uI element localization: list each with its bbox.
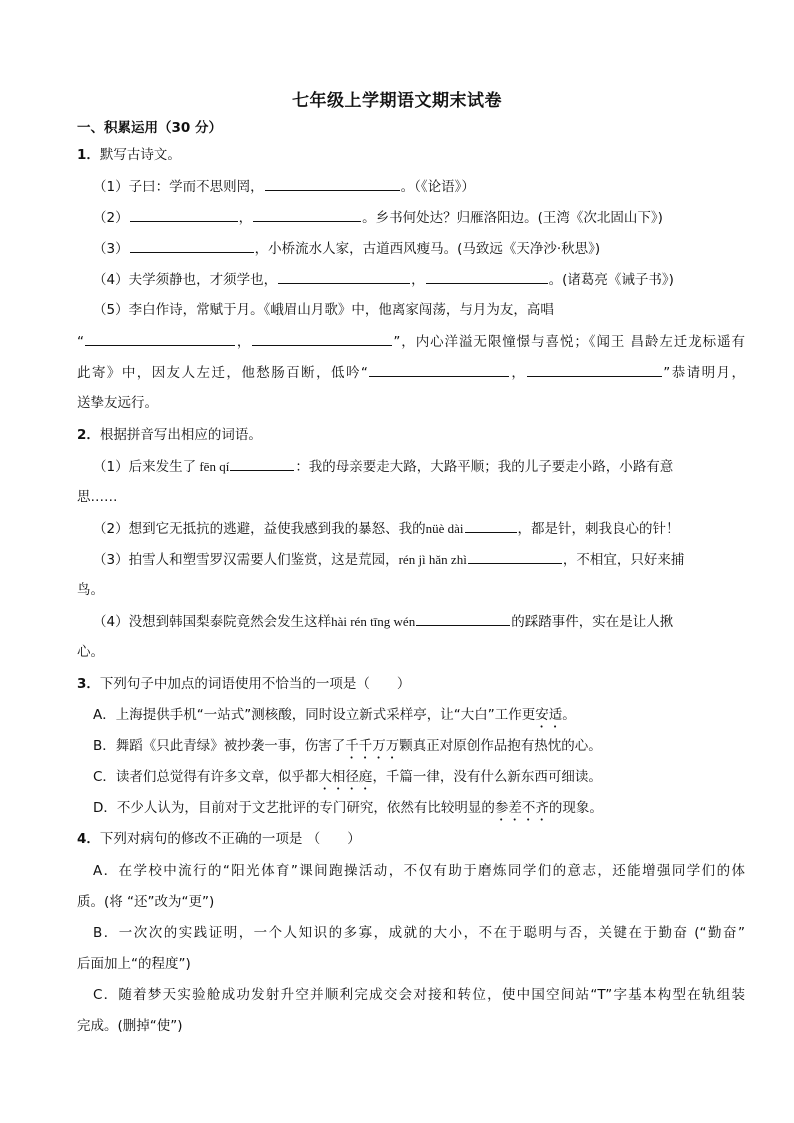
q2-item-4-line-2: 心。 bbox=[77, 644, 104, 660]
answer-blank[interactable] bbox=[468, 549, 562, 564]
q1-item-5-line-4: 送挚友远行。 bbox=[77, 395, 158, 411]
item-text: （3） bbox=[93, 241, 129, 257]
question-number: 3． bbox=[77, 676, 100, 692]
q1-item-5-line-3 bbox=[77, 362, 745, 383]
answer-blank[interactable] bbox=[265, 176, 400, 191]
answer-blank[interactable] bbox=[416, 611, 510, 626]
dotted-word: 参差不齐 bbox=[494, 800, 549, 816]
question-4-stem bbox=[77, 829, 794, 849]
q4-option-a[interactable]: A．在学校中流行的“阳光体育”课间跑操活动，不仅有助于磨炼同学们的意志，还能增强同学们的体 bbox=[93, 863, 745, 879]
item-text: ， bbox=[509, 365, 527, 381]
item-text: 。乡书何处达？归雁洛阳边。(王湾《次北固山下》) bbox=[362, 210, 663, 226]
item-text: （1）子曰：学而不思则罔， bbox=[93, 179, 264, 195]
item-text: ，小桥流水人家，古道西风瘦马。(马致远《天净沙·秋思》) bbox=[254, 241, 601, 257]
item-text: ”恭请明月， bbox=[663, 365, 746, 381]
answer-blank[interactable] bbox=[527, 362, 662, 377]
q1-item-5: （5）李白作诗，常赋于月。《峨眉山月歌》中，他离家闯荡，与月为友，高唱 bbox=[93, 302, 554, 318]
option-text: 的现象。 bbox=[548, 800, 603, 816]
section-heading: 一、积累运用（30 分） bbox=[77, 120, 222, 136]
dotted-word: 千千万万 bbox=[345, 738, 400, 754]
question-number: 4． bbox=[77, 831, 100, 847]
item-text: 。（《论语》） bbox=[400, 179, 475, 195]
answer-blank[interactable] bbox=[369, 362, 509, 377]
question-text: 默写古诗文。 bbox=[99, 147, 181, 163]
answer-blank[interactable] bbox=[130, 238, 254, 253]
option-text: C．读者们总觉得有许多文章，似乎都 bbox=[93, 769, 319, 785]
q4-option-b-line-2: 后面加上“的程度”) bbox=[77, 956, 191, 972]
q2-item-3-line-2: 鸟。 bbox=[77, 582, 104, 598]
q1-item-4 bbox=[93, 269, 794, 290]
q1-item-1 bbox=[93, 176, 794, 197]
pinyin-text: hài rén tīng wén bbox=[331, 614, 416, 629]
q3-option-b[interactable] bbox=[93, 736, 794, 762]
option-text: 颗真正对原创作品抱有热忱的心。 bbox=[399, 738, 602, 754]
option-text: 。 bbox=[562, 707, 576, 723]
answer-blank[interactable] bbox=[253, 207, 361, 222]
item-text: ， bbox=[236, 334, 252, 350]
pinyin-text: nüè dài bbox=[425, 521, 464, 536]
question-1-stem bbox=[77, 145, 794, 165]
item-text: 此寄》中，因友人左迁，他愁肠百断，低吟“ bbox=[77, 365, 368, 381]
item-text: （2）想到它无抵抗的逃避，益使我感到我的暴怒、我的 bbox=[93, 521, 426, 537]
q3-option-c[interactable] bbox=[93, 767, 794, 793]
q4-option-c-line-2: 完成。(删掉“使”) bbox=[77, 1018, 183, 1034]
item-text: （1）后来发生了 bbox=[93, 459, 197, 475]
question-text: 下列对病句的修改不正确的一项是 （ ） bbox=[99, 831, 361, 847]
item-text: ， bbox=[411, 272, 425, 288]
option-text: ，千篇一律，没有什么新东西可细读。 bbox=[372, 769, 602, 785]
item-text: （3）拍雪人和塑雪罗汉需要人们鉴赏，这是荒园， bbox=[93, 552, 399, 568]
q3-option-a[interactable] bbox=[93, 705, 794, 731]
answer-blank[interactable] bbox=[130, 207, 238, 222]
q4-option-a-line-2: 质。(将 “还”改为“更”) bbox=[77, 894, 215, 910]
q3-option-d[interactable] bbox=[93, 798, 794, 824]
question-text: 根据拼音写出相应的词语。 bbox=[99, 427, 262, 443]
q2-item-3 bbox=[93, 549, 794, 570]
q1-item-5-line-2 bbox=[77, 331, 745, 352]
item-text: ”，内心洋溢无限憧憬与喜悦；《闻王 昌龄左迁龙标遥有 bbox=[393, 334, 745, 350]
item-text: （2） bbox=[93, 210, 129, 226]
answer-blank[interactable] bbox=[426, 269, 548, 284]
answer-blank[interactable] bbox=[465, 518, 517, 533]
q1-item-2 bbox=[93, 207, 794, 228]
item-text: ，不相宜，只好来捕 bbox=[562, 552, 685, 568]
dotted-word: 安适 bbox=[535, 707, 563, 723]
question-3-stem bbox=[77, 674, 794, 694]
q1-item-3 bbox=[93, 238, 794, 259]
question-number: 1． bbox=[77, 147, 100, 163]
q2-item-4 bbox=[93, 611, 794, 632]
q2-item-2 bbox=[93, 518, 794, 539]
answer-blank[interactable] bbox=[230, 456, 294, 471]
q2-item-1-line-2: 思…… bbox=[77, 489, 118, 505]
question-2-stem bbox=[77, 425, 794, 445]
q4-option-c[interactable]: C．随着梦天实验舱成功发射升空并顺利完成交会对接和转位，使中国空间站“T”字基本构型在轨组装 bbox=[93, 987, 745, 1003]
question-text: 下列句子中加点的词语使用不恰当的一项是（ ） bbox=[99, 676, 411, 692]
answer-blank[interactable] bbox=[252, 331, 392, 346]
option-text: B．舞蹈《只此青绿》被抄袭一事，伤害了 bbox=[93, 738, 346, 754]
answer-blank[interactable] bbox=[85, 331, 235, 346]
q4-option-b[interactable]: B．一次次的实践证明，一个人知识的多寡，成就的大小，不在于聪明与否，关键在于勤奋 (“勤奋” bbox=[93, 925, 745, 941]
question-number: 2． bbox=[77, 427, 100, 443]
item-text: ：我的母亲要走大路，大路平顺；我的儿子要走小路，小路有意 bbox=[295, 459, 674, 475]
option-text: A．上海提供手机“一站式”测核酸，同时设立新式采样亭，让“大白”工作更 bbox=[93, 707, 536, 723]
answer-blank[interactable] bbox=[278, 269, 410, 284]
item-text: 的踩踏事件，实在是让人揪 bbox=[511, 614, 674, 630]
item-text: 。(诸葛亮《诫子书》) bbox=[548, 272, 674, 288]
page-title: 七年级上学期语文期末试卷 bbox=[292, 91, 502, 111]
item-text: ， bbox=[238, 210, 253, 226]
pinyin-text: fēn qí bbox=[196, 459, 230, 474]
item-text: ，都是针，刺我良心的针！ bbox=[517, 521, 680, 537]
option-text: D．不少人认为，目前对于文艺批评的专门研究，依然有比较明显的 bbox=[93, 800, 495, 816]
item-text: （4）没想到韩国梨泰院竟然会发生这样 bbox=[93, 614, 332, 630]
pinyin-text: rén jì hǎn zhì bbox=[398, 552, 467, 567]
item-text: “ bbox=[77, 334, 84, 350]
item-text: （4）夫学须静也，才须学也， bbox=[93, 272, 278, 288]
dotted-word: 大相径庭 bbox=[318, 769, 373, 785]
q2-item-1 bbox=[93, 456, 794, 477]
